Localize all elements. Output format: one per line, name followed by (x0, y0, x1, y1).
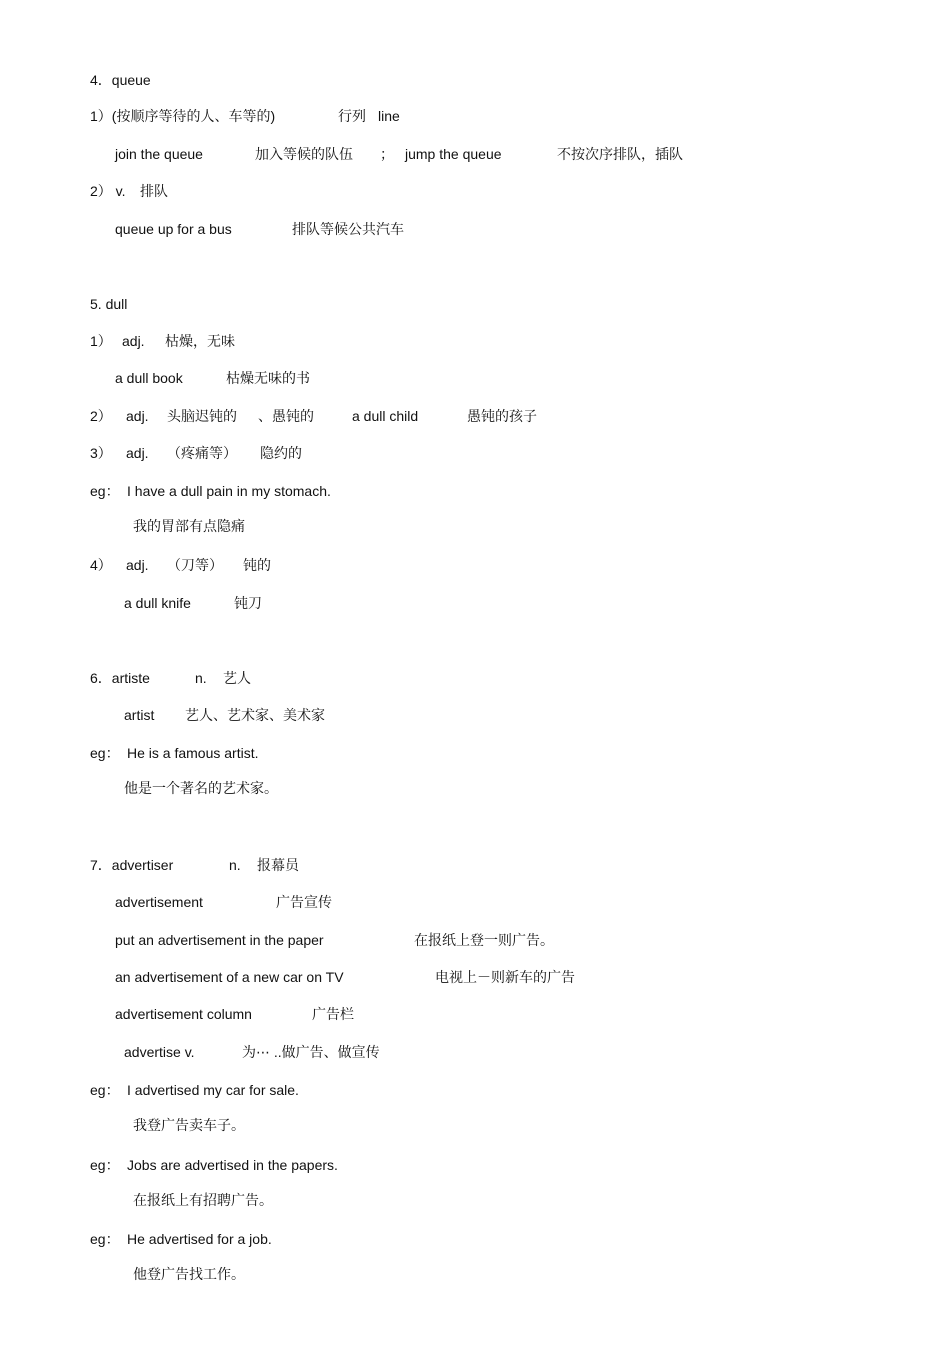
part-of-speech: adj. (126, 408, 149, 424)
phrase-text: a dull knife (124, 595, 191, 611)
eg-label: eg： (90, 1231, 120, 1247)
sentence-text: I advertised my car for sale. (127, 1082, 299, 1098)
eg-label: eg： (90, 1157, 120, 1173)
translation-text: 枯燥无味的书 (226, 370, 310, 386)
entry-heading-text: 7．advertiser (90, 857, 174, 873)
sentence-text: He is a famous artist. (127, 745, 259, 761)
sense-number: 4） (90, 557, 112, 573)
sense-text: 1）(按顺序等待的人、车等的) (90, 108, 276, 124)
sentence-text: I have a dull pain in my stomach. (127, 483, 331, 499)
phrase-text: a dull child (352, 408, 419, 424)
entry-heading-text: 6．artiste (90, 670, 150, 686)
eg-label: eg： (90, 745, 120, 761)
part-of-speech: adj. (122, 333, 145, 349)
sense-number: 2） (90, 408, 112, 424)
entry-heading-text: 5. dull (90, 296, 128, 312)
translation-text: 排队 (140, 183, 168, 199)
translation-text: 愚钝的孩子 (467, 408, 537, 424)
translation-text: 排队等候公共汽车 (292, 221, 404, 237)
usage-note: （刀等） (167, 557, 223, 573)
separator-text: ； (380, 146, 394, 162)
translation-text: 我登广告卖车子。 (133, 1117, 245, 1133)
phrase-text: a dull book (115, 370, 183, 386)
phrase-text: advertisement (115, 894, 203, 910)
translation-text: 他是一个著名的艺术家。 (124, 780, 278, 796)
translation-text: 钝刀 (234, 595, 262, 611)
translation-text: 广告宣传 (276, 894, 332, 910)
phrase-text: artist (124, 707, 155, 723)
sentence-text: He advertised for a job. (127, 1231, 272, 1247)
translation-text: 行列 (338, 108, 366, 124)
translation-text: 电视上－则新车的广告 (435, 969, 575, 985)
translation-text: 我的胃部有点隐痛 (133, 518, 245, 534)
phrase-text: put an advertisement in the paper (115, 932, 324, 948)
phrase-text: advertise v. (124, 1044, 195, 1060)
translation-text: 钝的 (243, 557, 271, 573)
translation-text: 隐约的 (260, 445, 302, 461)
sentence-text: Jobs are advertised in the papers. (127, 1157, 338, 1173)
synonym-text: line (378, 108, 400, 124)
translation-text: 、愚钝的 (258, 408, 314, 424)
translation-text: 头脑迟钝的 (167, 408, 237, 424)
phrase-text: jump the queue (405, 146, 502, 162)
translation-text: 他登广告找工作。 (133, 1266, 245, 1282)
translation-text: 为⋯ ..做广告、做宣传 (242, 1044, 380, 1060)
part-of-speech: adj. (126, 445, 149, 461)
sense-number: 1） (90, 333, 112, 349)
translation-text: 在报纸上登一则广告。 (414, 932, 554, 948)
translation-text: 报幕员 (257, 857, 299, 873)
translation-text: 在报纸上有招聘广告。 (133, 1192, 273, 1208)
phrase-text: queue up for a bus (115, 221, 232, 237)
entry-heading-text: 4．queue (90, 72, 151, 88)
eg-label: eg： (90, 1082, 120, 1098)
part-of-speech: adj. (126, 557, 149, 573)
sense-number: 3） (90, 445, 112, 461)
translation-text: 广告栏 (312, 1006, 354, 1022)
phrase-text: advertisement column (115, 1006, 252, 1022)
phrase-text: join the queue (115, 146, 203, 162)
translation-text: 枯燥，无味 (165, 333, 235, 349)
translation-text: 艺人、艺术家、美术家 (185, 707, 325, 723)
sense-text: 2） v. (90, 183, 126, 199)
part-of-speech: n. (195, 670, 207, 686)
translation-text: 艺人 (223, 670, 251, 686)
translation-text: 加入等候的队伍 (255, 146, 353, 162)
usage-note: （疼痛等） (167, 445, 237, 461)
part-of-speech: n. (229, 857, 241, 873)
phrase-text: an advertisement of a new car on TV (115, 969, 344, 985)
translation-text: 不按次序排队，插队 (557, 146, 683, 162)
eg-label: eg： (90, 483, 120, 499)
